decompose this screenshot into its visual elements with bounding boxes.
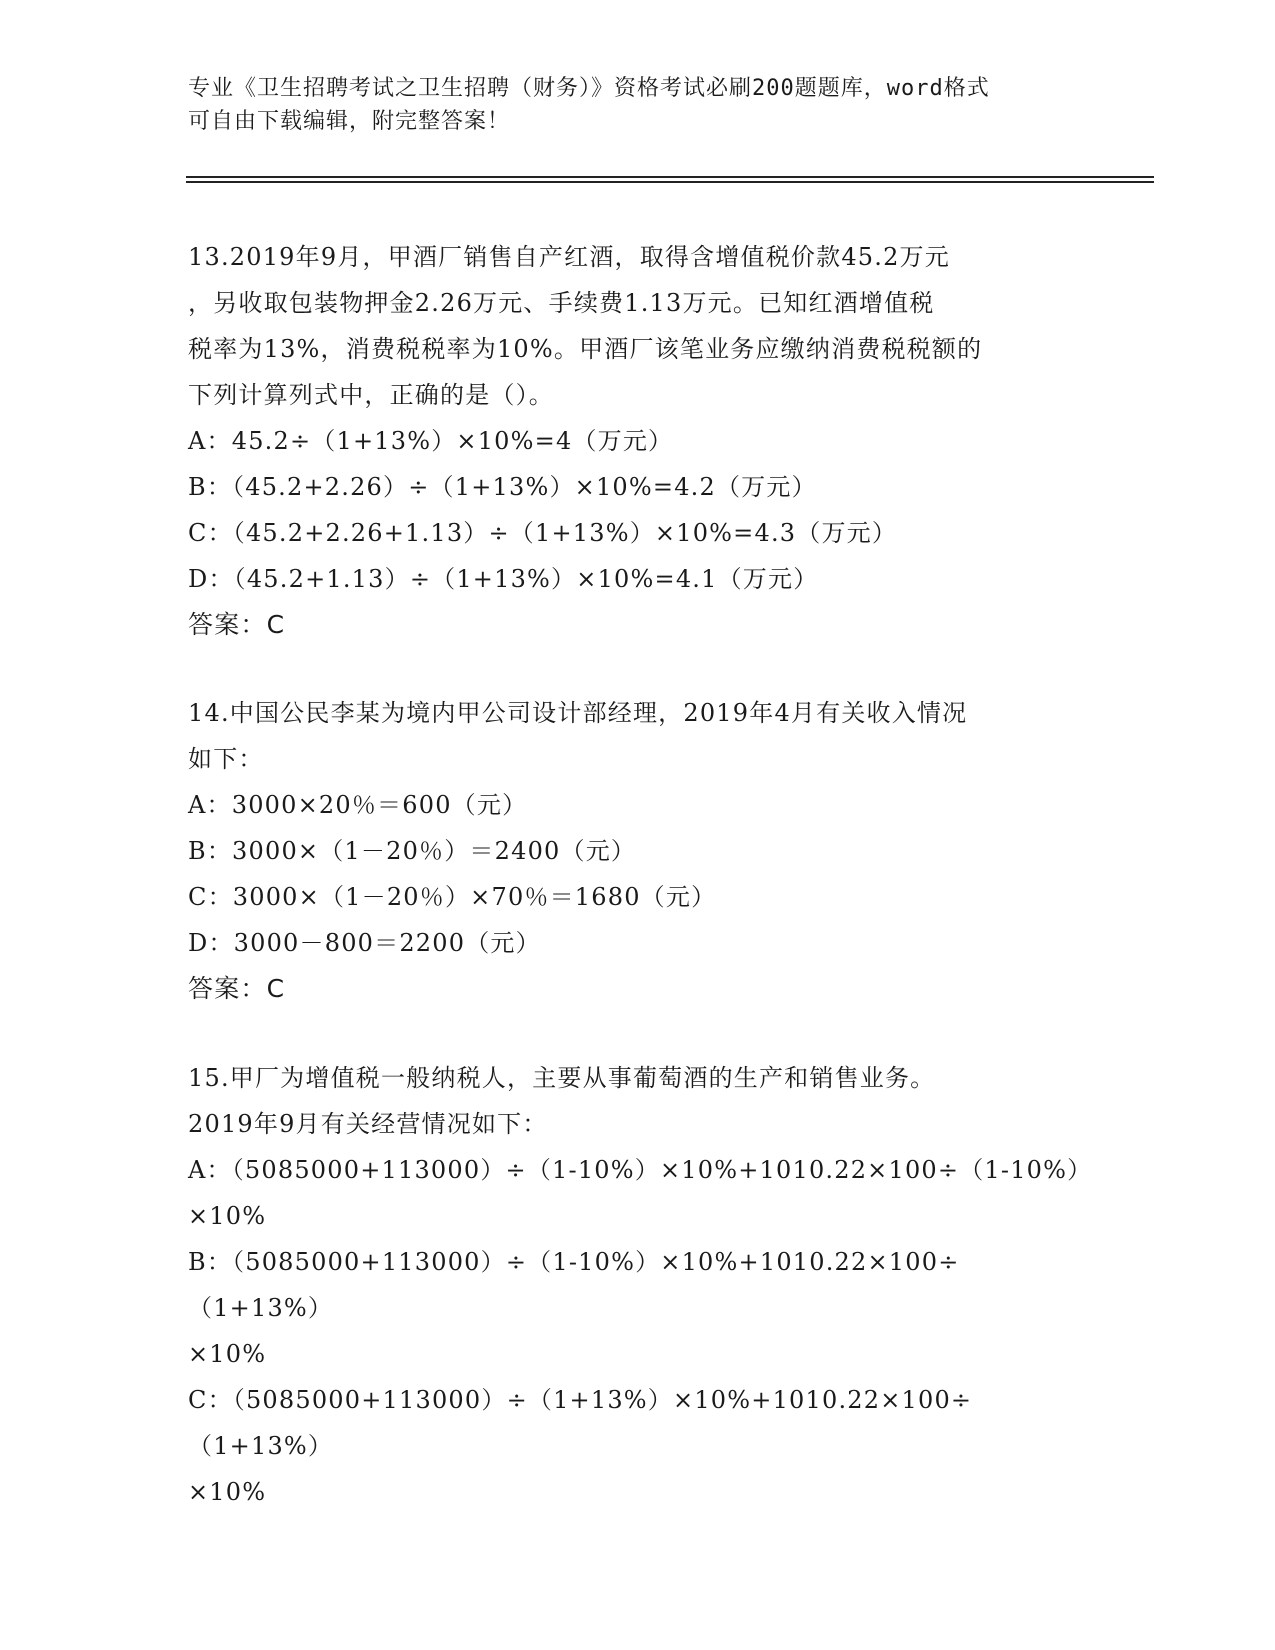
header-divider-top [186, 176, 1154, 178]
question-15-option-c-continued: ×10% [188, 1478, 267, 1506]
question-14 [188, 690, 1088, 1012]
question-14-option-d: D：3000－800＝2200（元） [188, 929, 541, 957]
question-14-option-c: C：3000×（1－20％）×70％＝1680（元） [188, 883, 717, 911]
question-15 [188, 1055, 1093, 1515]
question-15-option-b: B：（5085000+113000）÷（1-10%）×10%+1010.22×100÷（1+13%） [188, 1248, 960, 1322]
document-header [188, 72, 1088, 138]
question-14-stem-line-1: 14.中国公民李某为境内甲公司设计部经理，2019年4月有关收入情况 [188, 699, 968, 727]
question-15-option-a-continued: ×10% [188, 1202, 267, 1230]
question-14-option-a: A：3000×20％＝600（元） [188, 791, 528, 819]
question-15-stem-line-2: 2019年9月有关经营情况如下： [188, 1110, 548, 1138]
header-line-1: 专业《卫生招聘考试之卫生招聘（财务）》资格考试必刷200题题库，word格式 [188, 76, 990, 101]
question-15-option-a: A：（5085000+113000）÷（1-10%）×10%+1010.22×100÷（1-10%） [188, 1156, 1093, 1184]
question-15-option-c: C：（5085000+113000）÷（1+13%）×10%+1010.22×100÷（1+13%） [188, 1386, 973, 1460]
question-15-option-b-continued: ×10% [188, 1340, 267, 1368]
question-13-stem-line-4: 下列计算列式中，正确的是（）。 [188, 381, 554, 409]
question-14-stem-line-2: 如下： [188, 745, 264, 773]
question-13-option-d: D：（45.2+1.13）÷（1+13%）×10%=4.1（万元） [188, 565, 819, 593]
header-line-2: 可自由下载编辑，附完整答案！ [188, 109, 511, 134]
question-14-option-b: B：3000×（1－20％）＝2400（元） [188, 837, 637, 865]
question-13-option-b: B：（45.2+2.26）÷（1+13%）×10%=4.2（万元） [188, 473, 817, 501]
question-13-option-c: C：（45.2+2.26+1.13）÷（1+13%）×10%=4.3（万元） [188, 519, 898, 547]
question-13-option-a: A：45.2÷（1+13%）×10%=4（万元） [188, 427, 674, 455]
question-13-answer: 答案：C [188, 610, 286, 639]
question-13 [188, 234, 1088, 648]
question-13-stem-line-1: 13.2019年9月，甲酒厂销售自产红酒，取得含增值税价款45.2万元 [188, 243, 950, 271]
question-15-stem-line-1: 15.甲厂为增值税一般纳税人，主要从事葡萄酒的生产和销售业务。 [188, 1064, 936, 1092]
header-divider-bottom [186, 181, 1154, 183]
question-13-stem-line-2: ，另收取包装物押金2.26万元、手续费1.13万元。已知红酒增值税 [188, 289, 935, 317]
question-14-answer: 答案：C [188, 974, 286, 1003]
question-13-stem-line-3: 税率为13%，消费税税率为10%。甲酒厂该笔业务应缴纳消费税税额的 [188, 335, 983, 363]
